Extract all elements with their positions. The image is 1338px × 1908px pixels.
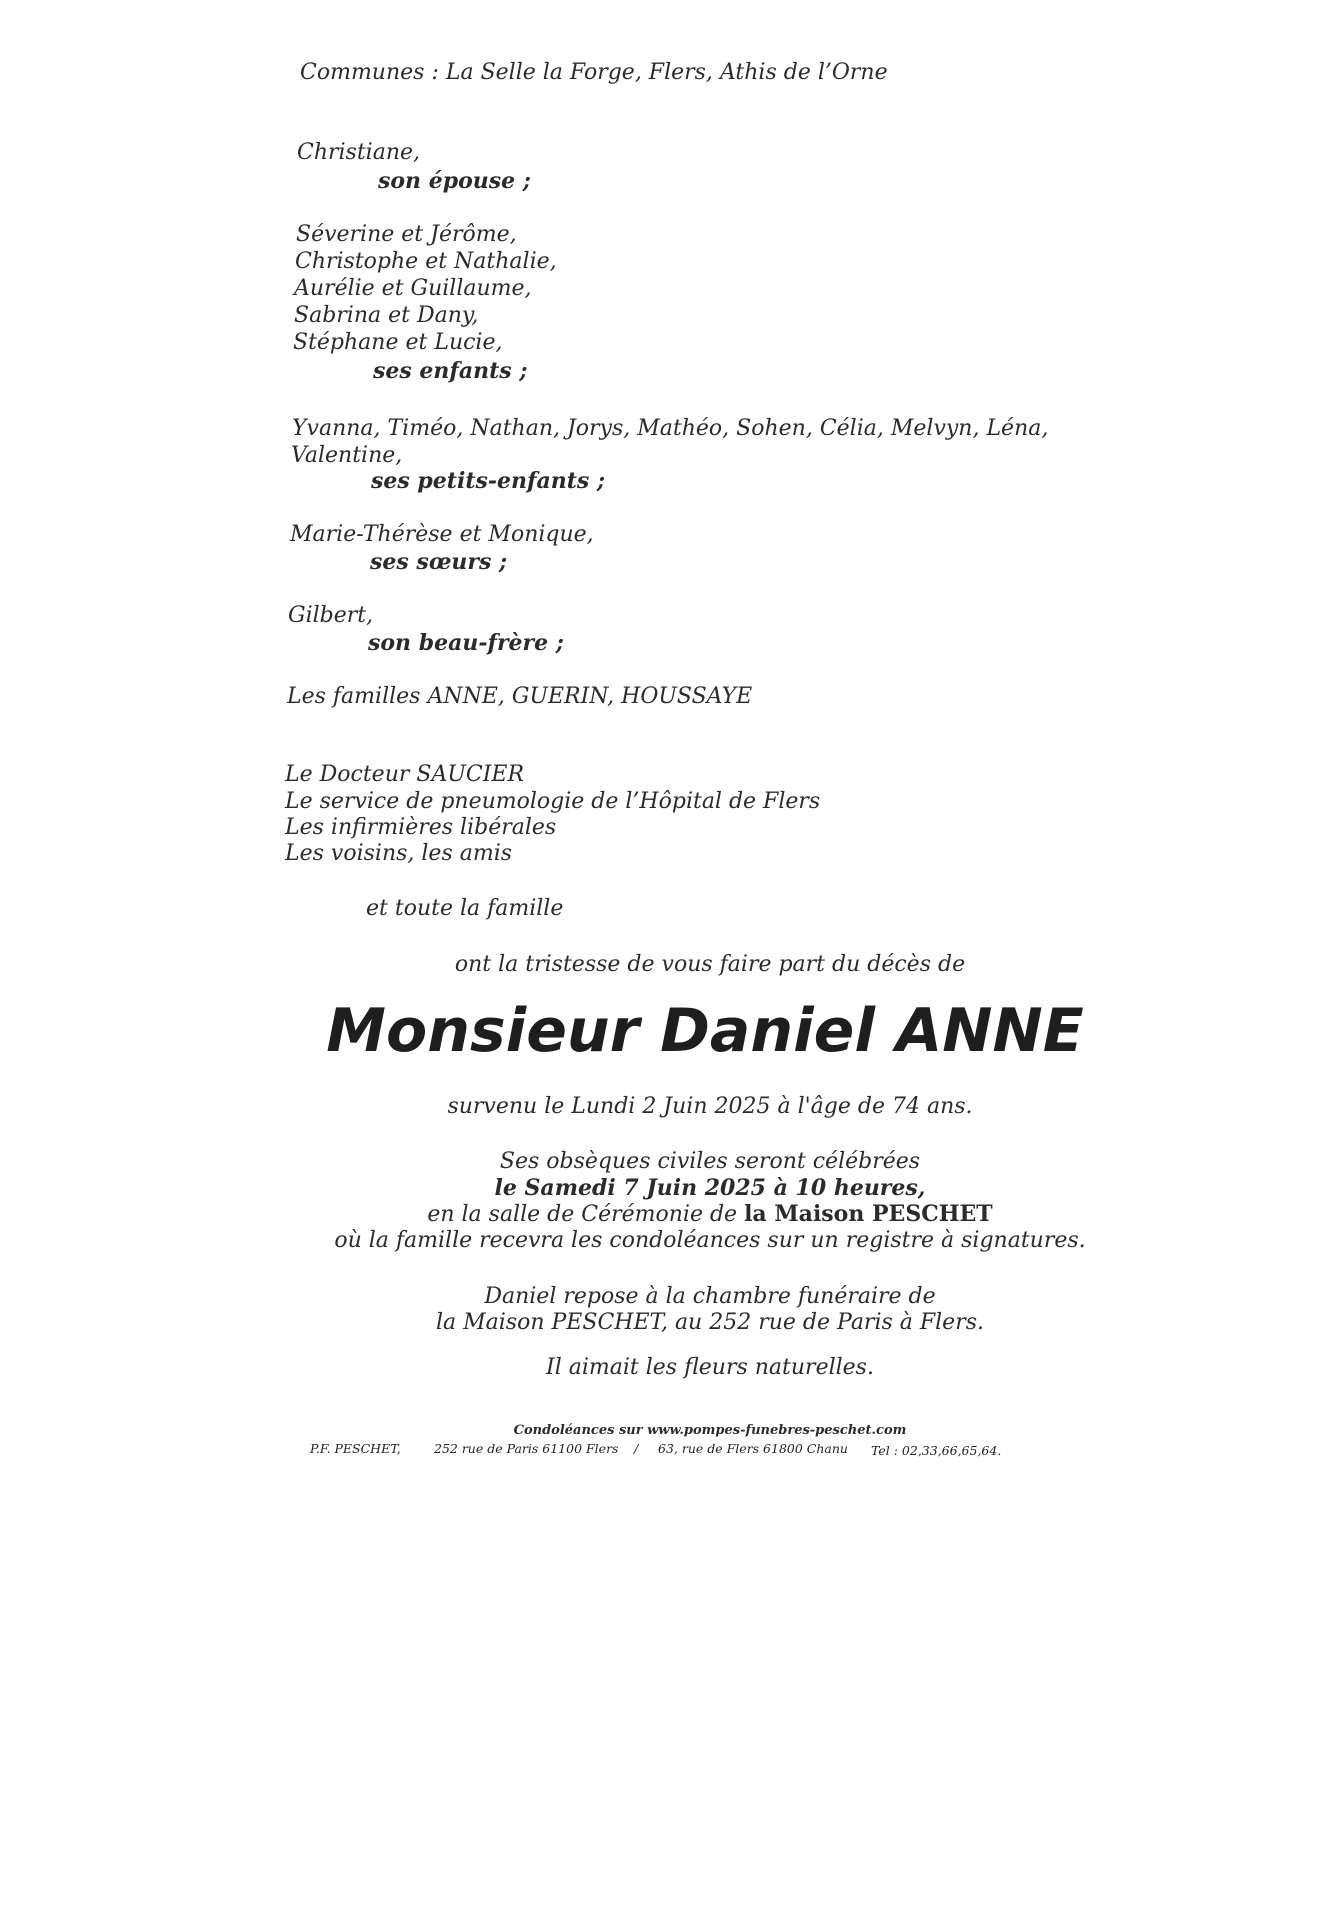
grandchildren-role: ses petits-enfants ; [371,468,606,494]
ceremony-location-line [300,1201,1120,1228]
footer-company: P.F. PESCHET, [310,1441,401,1456]
ceremony-date-line: le Samedi 7 Juin 2025 à 10 heures, [494,1175,926,1201]
death-info-line: survenu le Lundi 2 Juin 2025 à l'âge de 74 ans. [447,1094,973,1119]
ceremony-location-venue: la Maison PESCHET [744,1201,993,1227]
others-line: Le service de pneumologie de l’Hôpital de Flers [285,789,821,814]
children-role: ses enfants ; [373,358,528,384]
child-line: Séverine et Jérôme, [296,222,517,247]
rest-line-2: la Maison PESCHET, au 252 rue de Paris à Flers. [435,1310,984,1335]
spouse-name: Christiane, [297,140,421,165]
footer-condolences: Condoléances sur www.pompes-funebres-peschet.com [513,1423,907,1438]
spouse-role: son épouse ; [378,168,531,194]
brother-in-law-role: son beau-frère ; [368,630,564,656]
flowers-line: Il aimait les fleurs naturelles. [546,1355,874,1380]
sisters-role: ses sœurs ; [370,549,508,575]
footer-address-chanu: 63, rue de Flers 61800 Chanu [658,1441,848,1456]
ceremony-location-prefix: en la salle de Cérémonie de [427,1202,745,1227]
others-line: Les voisins, les amis [285,841,513,866]
brother-in-law-name: Gilbert, [288,603,374,628]
grandchildren-line: Valentine, [291,443,403,468]
footer-phone: Tel : 02,33,66,65,64. [871,1443,1002,1458]
child-line: Christophe et Nathalie, [295,249,557,274]
grandchildren-line: Yvanna, Timéo, Nathan, Jorys, Mathéo, Sohen, Célia, Melvyn, Léna, [292,416,1049,441]
others-line: Les infirmières libérales [285,815,557,840]
rest-line-1: Daniel repose à la chambre funéraire de [484,1284,936,1309]
footer-address-flers: 252 rue de Paris 61100 Flers [434,1441,619,1456]
families-line: Les familles ANNE, GUERIN, HOUSSAYE [287,684,753,709]
footer-separator: / [634,1441,639,1456]
child-line: Sabrina et Dany, [294,303,479,328]
child-line: Aurélie et Guillaume, [294,276,532,301]
sisters-name: Marie-Thérèse et Monique, [290,522,594,547]
communes-line: Communes : La Selle la Forge, Flers, Athis de l’Orne [300,60,888,85]
ceremony-line-1: Ses obsèques civiles seront célébrées [499,1149,921,1174]
others-line: Le Docteur SAUCIER [285,762,525,787]
deceased-name: Monsieur Daniel ANNE [326,996,1084,1066]
ceremony-line-4: où la famille recevra les condoléances sur un registre à signatures. [334,1228,1086,1253]
whole-family-line: et toute la famille [366,896,564,921]
announcement-line: ont la tristesse de vous faire part du décès de [454,952,966,977]
child-line: Stéphane et Lucie, [293,330,503,355]
